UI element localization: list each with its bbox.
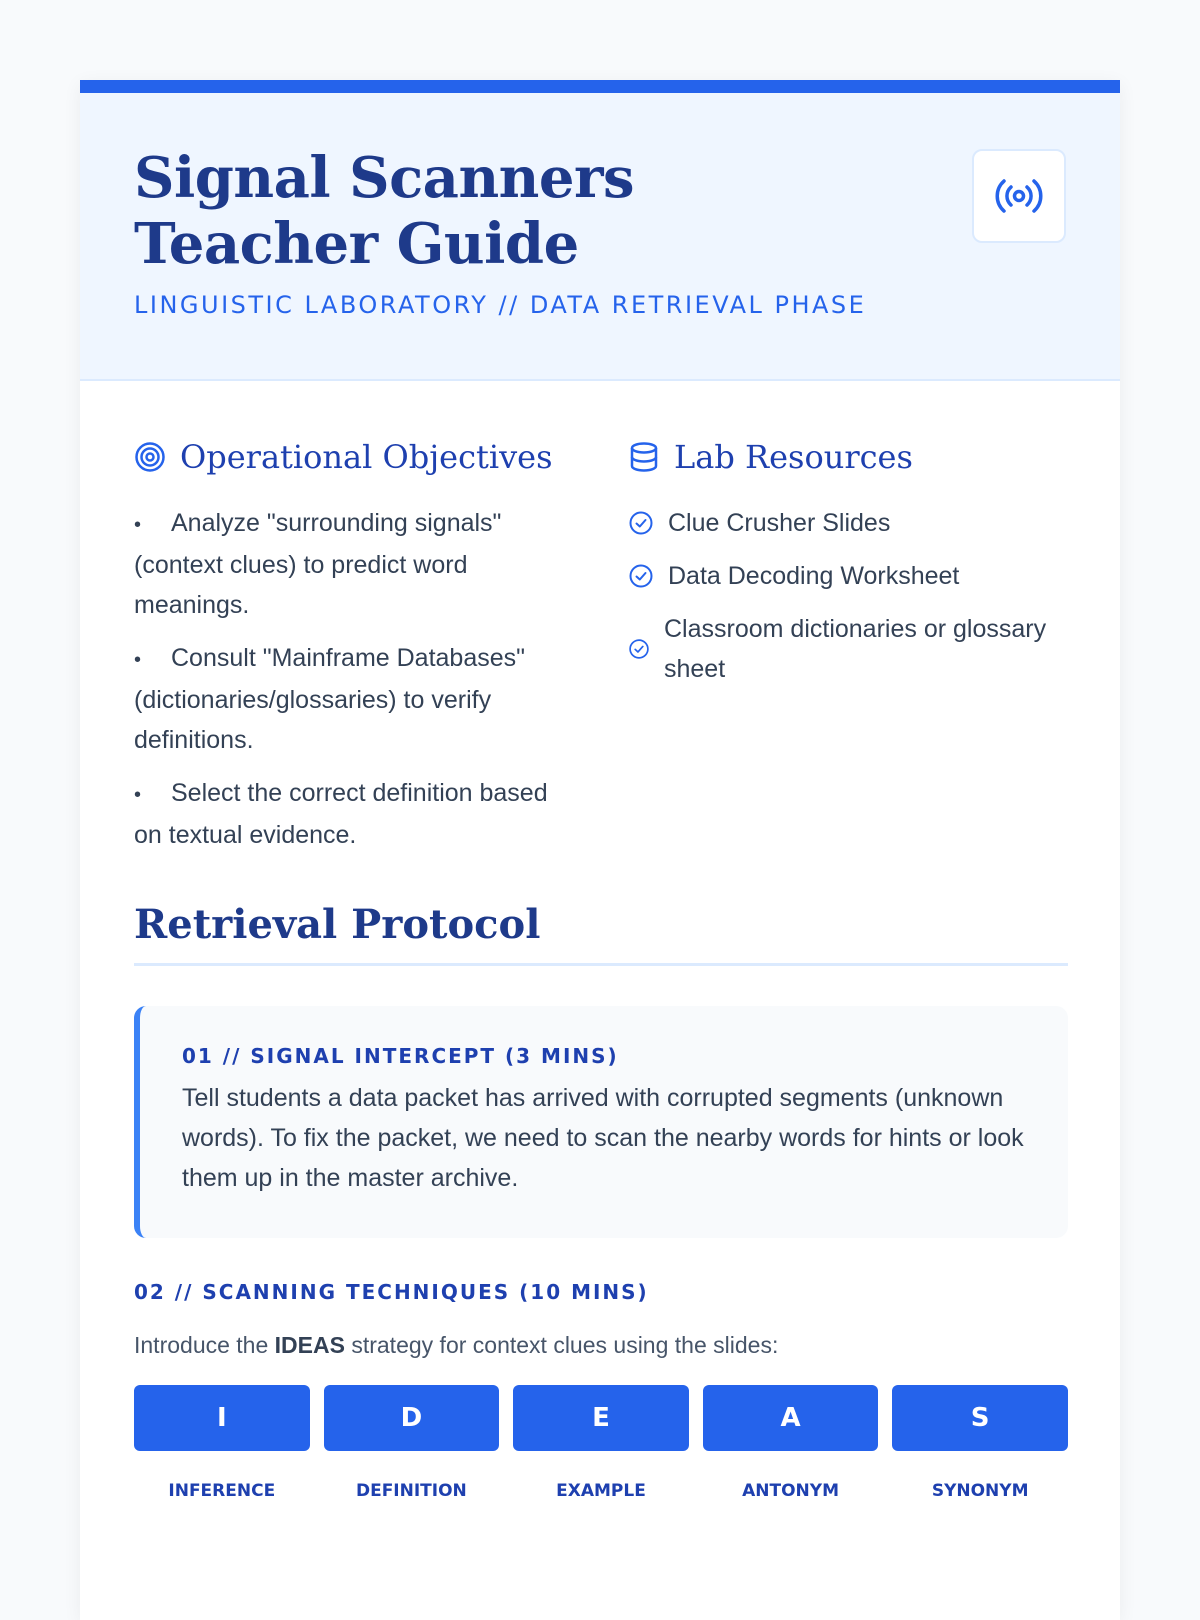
idea-definition	[324, 1385, 500, 1501]
step-intro: Introduce the IDEAS strategy for context clues using the slides:	[134, 1332, 779, 1358]
check-circle-icon	[628, 510, 654, 536]
step-signal-intercept	[134, 1006, 1068, 1238]
ideas-strategy	[134, 1385, 1068, 1501]
idea-name: EXAMPLE	[556, 1481, 646, 1501]
step-description: Tell students a data packet has arrived with corrupted segments (unknown words). To fix the packet, we need to scan the nearby words for hints or look them up in the master archive.	[182, 1084, 1024, 1192]
idea-example	[513, 1385, 689, 1501]
resources-section	[628, 437, 1068, 702]
idea-name: DEFINITION	[355, 1481, 467, 1501]
list-item: • Consult "Mainframe Databases" (dictionaries/glossaries) to verify definitions.	[134, 644, 526, 754]
idea-letter: E	[513, 1385, 689, 1451]
objectives-title: Operational Objectives	[180, 438, 553, 476]
idea-letter: A	[703, 1385, 879, 1451]
signal-badge	[972, 149, 1066, 243]
step-label: 02 // SCANNING TECHNIQUES (10 MINS)	[134, 1280, 649, 1304]
list-item: Clue Crusher Slides	[628, 503, 1068, 543]
idea-antonym	[703, 1385, 879, 1501]
objectives-list	[134, 503, 564, 855]
overview-columns	[134, 381, 1066, 901]
database-icon	[628, 441, 660, 473]
idea-letter: I	[134, 1385, 310, 1451]
page-subtitle: LINGUISTIC LABORATORY // DATA RETRIEVAL PHASE	[134, 291, 867, 319]
idea-letter: D	[324, 1385, 500, 1451]
resources-heading	[628, 437, 1068, 477]
list-item: • Analyze "surrounding signals" (context clues) to predict word meanings.	[134, 509, 502, 619]
idea-name: SYNONYM	[931, 1481, 1029, 1501]
idea-letter: S	[892, 1385, 1068, 1451]
guide-header	[80, 93, 1120, 381]
objectives-heading	[134, 437, 564, 477]
resources-list	[628, 503, 1068, 689]
target-icon	[134, 441, 166, 473]
idea-name: INFERENCE	[168, 1481, 276, 1501]
list-item: Data Decoding Worksheet	[628, 556, 1068, 596]
broadcast-signal-icon	[993, 176, 1045, 216]
idea-synonym	[892, 1385, 1068, 1501]
teacher-guide-card	[80, 80, 1120, 1620]
check-circle-icon	[628, 638, 650, 660]
step-label: 01 // SIGNAL INTERCEPT (3 MINS)	[182, 1044, 619, 1068]
objectives-section	[134, 437, 564, 868]
idea-inference	[134, 1385, 310, 1501]
idea-name: ANTONYM	[742, 1481, 840, 1501]
resources-title: Lab Resources	[674, 438, 913, 476]
strategy-name: IDEAS	[274, 1332, 345, 1358]
check-circle-icon	[628, 563, 654, 589]
page-title: Signal Scanners Teacher Guide	[134, 145, 635, 277]
protocol-title: Retrieval Protocol	[134, 901, 1068, 966]
guide-body	[80, 381, 1120, 1501]
step-scanning-techniques	[134, 1280, 1066, 1501]
list-item: Classroom dictionaries or glossary sheet	[628, 609, 1068, 689]
list-item: • Select the correct definition based on textual evidence.	[134, 779, 548, 849]
